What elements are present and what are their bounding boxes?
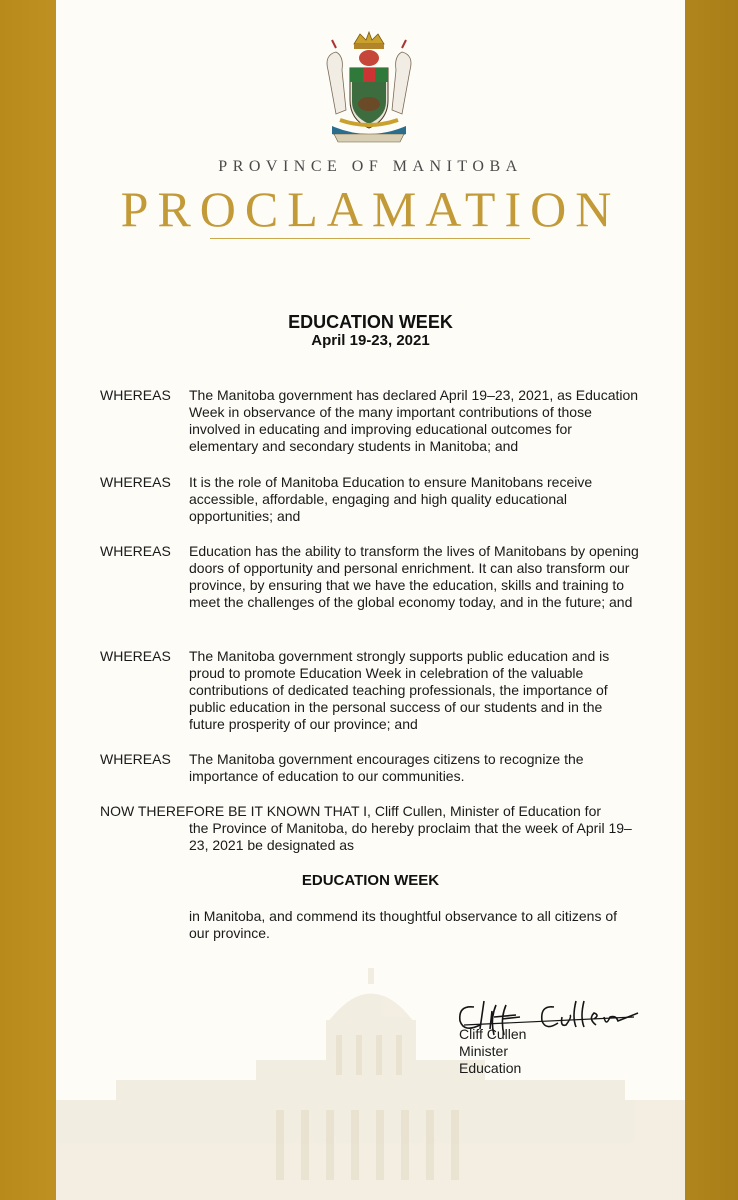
manitoba-coat-of-arms-icon (318, 30, 420, 146)
proclamation-clause-rest: the Province of Manitoba, do hereby proclaim that the week of April 19–23, 2021 be designated as (189, 820, 632, 853)
province-heading: PROVINCE OF MANITOBA (218, 158, 523, 175)
signatory-role: Minister (459, 1043, 509, 1059)
designation-heading: EDUCATION WEEK (301, 872, 440, 889)
clause-text: The Manitoba government strongly supports public education and is proud to promote Education Week in celebration of the valuable contributions of dedicated teaching professionals, the importance of public education in the personal success of our students and in the future prosperity of our province; and (189, 648, 610, 732)
clause-keyword: WHEREAS (100, 387, 171, 403)
proclamation-title: PROCLAMATION (120, 181, 621, 237)
title-divider (210, 238, 530, 239)
whereas-clause-5 (100, 751, 640, 785)
proclamation-paper (56, 0, 685, 1200)
clause-text: The Manitoba government has declared April 19–23, 2021, as Education Week in observance of the many important contributions of those involved in educating and improving educational outcomes for elementary and secondary students in Manitoba; and (189, 387, 639, 454)
clause-text: Education has the ability to transform the lives of Manitobans by opening doors of opportunity and personal enrichment. It can also transform our province, by ensuring that we have the education, skills and training to meet the challenges of the global economy today, and in the future; and (189, 543, 639, 610)
signatory-block (459, 1026, 526, 1077)
closing-text: in Manitoba, and commend its thoughtful observance to all citizens of our province. (189, 908, 618, 941)
clause-keyword: WHEREAS (100, 474, 171, 490)
proclamation-clause (100, 803, 640, 854)
signatory-department: Education (459, 1060, 522, 1076)
clause-text: The Manitoba government encourages citizens to recognize the importance of education to our communities. (189, 751, 584, 784)
signatory-name: Cliff Cullen (459, 1026, 527, 1042)
clause-keyword: WHEREAS (100, 648, 171, 664)
document-title: EDUCATION WEEK (288, 312, 453, 332)
document-dates: April 19-23, 2021 (311, 332, 430, 349)
clause-text: It is the role of Manitoba Education to ensure Manitobans receive accessible, affordable, engaging and high quality educational opportunities; and (189, 474, 593, 524)
whereas-clause-4 (100, 648, 640, 733)
whereas-clause-1 (100, 387, 640, 455)
whereas-clause-3 (100, 543, 640, 611)
clause-keyword: WHEREAS (100, 543, 171, 559)
proclamation-clause-lead: NOW THEREFORE BE IT KNOWN THAT I, Cliff Cullen, Minister of Education for (100, 803, 602, 819)
whereas-clause-2 (100, 474, 640, 525)
clause-keyword: WHEREAS (100, 751, 171, 767)
